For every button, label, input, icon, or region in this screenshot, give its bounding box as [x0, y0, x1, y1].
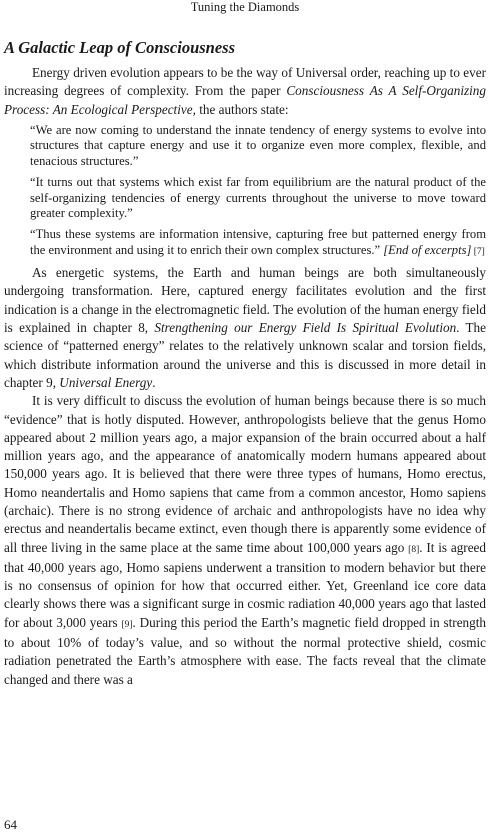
- block-quote: [30, 123, 486, 260]
- quote-1: “We are now coming to understand the innate tendency of energy systems to evolve into structures that capture energy and use it to organize even more complex, flexible, and tenacious structures.”: [30, 122, 486, 168]
- p2-text-c: .: [152, 374, 156, 390]
- p3-text-b: . It is agreed that 40,000 years ago, Homo sapiens underwent a transition to modern behavior but there is no consensus of opinion for how that occurred either. Yet, Greenland ice core data clearly shows there was a significant surge in cosmic radiation 40,000 years ago that lasted for about 3,000 years: [4, 539, 486, 630]
- paragraph-human-evolution: [4, 392, 486, 689]
- running-head: Tuning the Diamonds: [190, 0, 300, 14]
- p2-text-a: As energetic systems, the Earth and human beings are both simultaneously undergoing transformation. Here, captured energy facilitates evolution and the first indication is a change in the electromagnetic field. The evolution of the human energy field is explained in chapter 8,: [4, 265, 486, 336]
- p3-text-a: It is very difficult to discuss the evolution of human beings because there is so much “evidence” that is hotly disputed. However, anthropologists believe that the genus Homo appeared about 2 million years ago, a major expansion of the brain occurred about a half million years ago, and the appearance of anatomically modern humans appeared about 150,000 years ago. It is believed that there were three types of humans, Homo erectus, Homo neandertalis and Homo sapiens that came from a common ancestor, Homo sapiens (archaic). There is no strong evidence of archaic and anthropologists have no idea why erectus and neandertalis became extinct, even though there is apparently some evidence of all three living in the same place at the same time about 100,000 years ago: [4, 393, 486, 555]
- paper-title: Consciousness As A Self-Organizing Process: An Ecological Perspective,: [4, 83, 486, 117]
- chapter-9-title: Universal Energy: [59, 374, 153, 390]
- p3-text-c: . During this period the Earth’s magnetic field dropped in strength to about 10% of today’s value, and so without the normal protective shield, cosmic radiation penetrated the Earth’s atmosphere with ease. The facts reveal that the climate changed and there was a: [4, 614, 486, 687]
- paragraph-intro: [4, 64, 486, 119]
- chapter-8-title: Strengthening our Energy Field Is Spiritual Evolution: [154, 320, 457, 336]
- quote-3-text: “Thus these systems are information intensive, capturing free but patterned energy from the environment and using it to enrich their own complex structures.”: [30, 227, 486, 257]
- citation-9: [9]: [121, 619, 133, 630]
- paragraph-intro-text-b: the authors state:: [195, 101, 289, 117]
- citation-8: [8]: [408, 544, 420, 555]
- body-text: [4, 64, 486, 689]
- p2-text-b: . The science of “patterned energy” relates to the relatively unknown scalar and torsion fields, which distribute information around the universe and this is discussed in more detail in chapter 9,: [4, 320, 487, 390]
- quote-2: “It turns out that systems which exist far from equilibrium are the natural product of the self-organizing tendencies of energy currents throughout the universe to move toward greater complexity.”: [30, 175, 486, 220]
- citation-7: [7]: [471, 246, 485, 257]
- paragraph-energetic-systems: [4, 264, 486, 392]
- paragraph-intro-text-a: Energy driven evolution appears to be the way of Universal order, reaching up to ever increasing degrees of complexity. From the paper: [4, 65, 486, 99]
- page-number: 64: [4, 817, 17, 832]
- quote-3: [30, 227, 486, 260]
- end-of-excerpts: [End of excerpts]: [383, 242, 472, 257]
- section-heading: A Galactic Leap of Consciousness: [4, 38, 236, 57]
